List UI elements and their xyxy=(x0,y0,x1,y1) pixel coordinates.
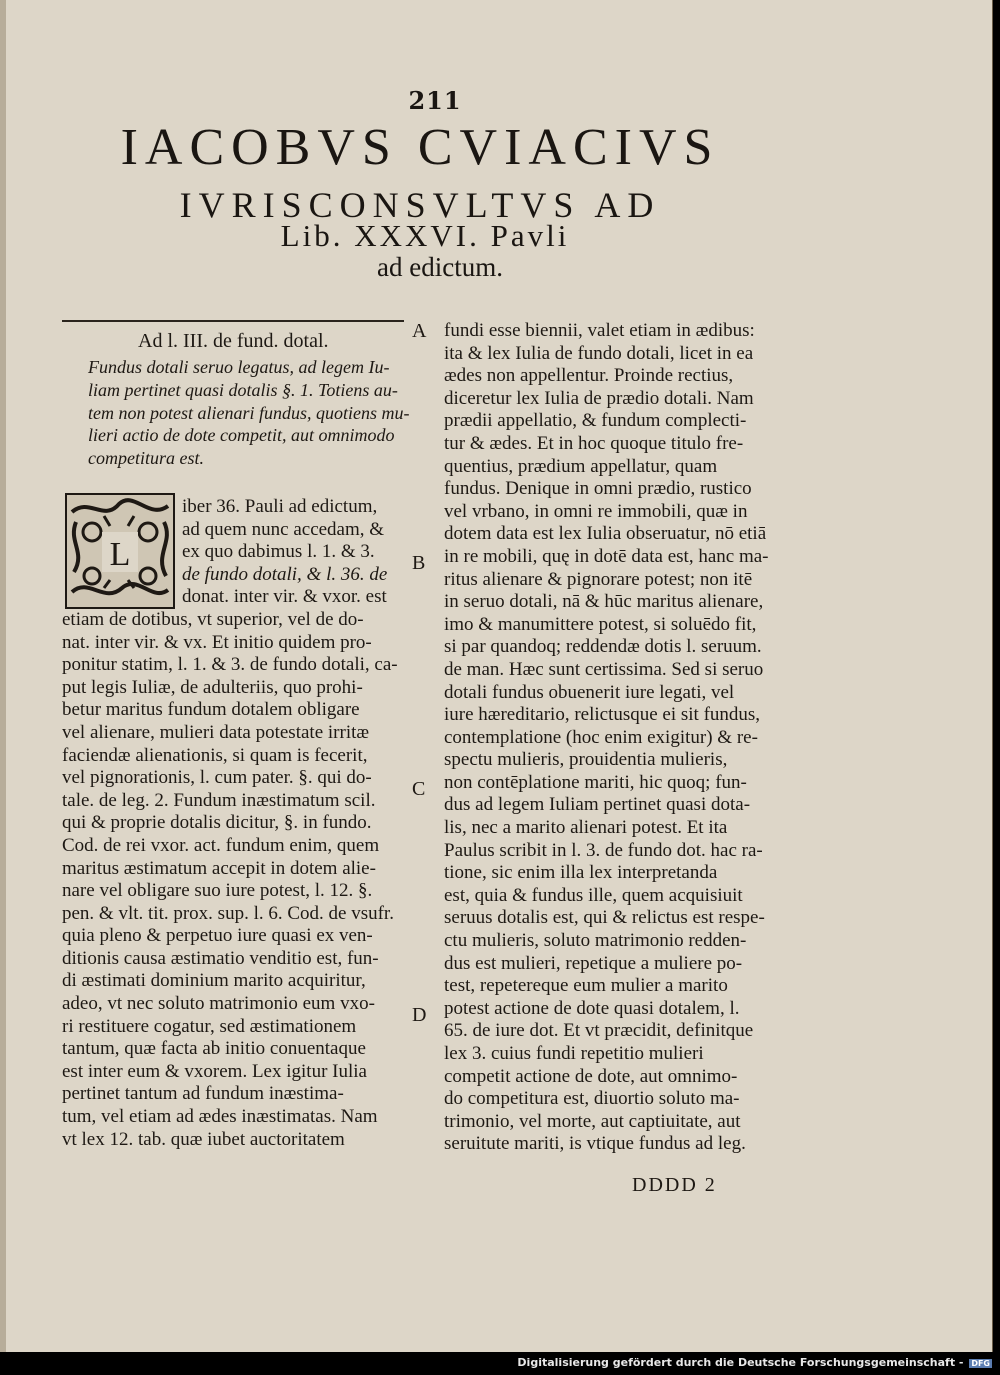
text-line: dotali fundus obuenerit iure legati, vel xyxy=(444,681,735,703)
text-line: vt lex 12. tab. quæ iubet auctoritatem xyxy=(62,1128,345,1150)
initial-letter: L xyxy=(109,536,131,573)
text-line: tione, sic enim illa lex interpretanda xyxy=(444,862,718,884)
text-line: vel alienare, mulieri data potestate irritæ xyxy=(62,721,370,743)
text-line: de man. Hæc sunt certissima. Sed si seruo xyxy=(444,658,764,680)
text-line: vel vrbano, in omni re immobili, quæ in xyxy=(444,500,748,522)
text-line: Paulus scribit in l. 3. de fundo dot. hac ra- xyxy=(444,839,763,861)
text-line: trimonio, vel morte, aut captiuitate, aut xyxy=(444,1110,741,1132)
digitization-footer xyxy=(517,1356,992,1369)
text-line: betur maritus fundum dotalem obligare xyxy=(62,699,360,721)
text-line: ditionis causa æstimatio venditio est, fun- xyxy=(62,947,379,969)
text-line: ctu mulieris, soluto matrimonio redden- xyxy=(444,930,747,952)
text-line: donat. inter vir. & vxor. est xyxy=(182,586,387,608)
text-line: vel pignorationis, l. cum pater. §. qui do- xyxy=(62,767,372,789)
text-line: ad quem nunc accedam, & xyxy=(182,518,385,540)
title-subject: ad edictum. xyxy=(377,252,503,282)
title-author: IACOBVS CVIACIVS xyxy=(120,119,720,176)
summary-line: Fundus dotali seruo legatus, ad legem Iu- xyxy=(88,357,390,377)
text-line: seruitute mariti, is vtique fundus ad leg. xyxy=(444,1133,746,1155)
page-edge xyxy=(0,0,6,1352)
text-line: dus ad legem Iuliam pertinet quasi dota- xyxy=(444,794,751,816)
text-line: imo & manumittere potest, si soluēdo fit, xyxy=(444,613,757,635)
summary-line: competitura est. xyxy=(88,448,204,469)
text-line: spectu mulieris, prouidentia mulieris, xyxy=(444,749,728,771)
text-line: potest actione de dote quasi dotalem, l. xyxy=(444,997,740,1019)
text-line: seruus dotalis est, qui & relictus est respe- xyxy=(444,907,765,929)
text-line: ponitur statim, l. 1. & 3. de fundo dotali, ca- xyxy=(62,654,398,676)
text-line: iber 36. Pauli ad edictum, xyxy=(182,496,378,517)
text-line: contemplatione (hoc enim exigitur) & re- xyxy=(444,726,758,748)
dfg-logo: DFG xyxy=(971,1358,990,1368)
text-line: maritus æstimatum accepit in dotem alie- xyxy=(62,857,376,879)
text-line: ri restituere cogatur, sed æstimationem xyxy=(62,1015,357,1037)
summary-line: liam pertinet quasi dotalis §. 1. Totiens au- xyxy=(88,379,398,400)
text-line: est inter eum & vxorem. Lex igitur Iulia xyxy=(62,1060,367,1082)
text-line: do competitura est, diuortio soluto ma- xyxy=(444,1088,740,1110)
footer-text: Digitalisierung gefördert durch die Deutsche Forschungsgemeinschaft - xyxy=(517,1356,964,1369)
title-profession: IVRISCONSVLTVS AD xyxy=(179,185,661,225)
title-book: Lib. XXXVI. Pavli xyxy=(280,218,570,253)
catchword: DDDD 2 xyxy=(632,1174,717,1196)
text-line: nat. inter vir. & vx. Et initio quidem pro- xyxy=(62,631,372,653)
text-line: non contēplatione mariti, hic quoq; fun- xyxy=(444,771,747,793)
text-line: pertinet tantum ad fundum inæstima- xyxy=(62,1083,344,1105)
text-line: de fundo dotali, & l. 36. de xyxy=(182,563,388,585)
margin-marker-a: A xyxy=(412,320,427,342)
margin-marker-d: D xyxy=(412,1004,427,1026)
text-line: ritus alienare & pignorare potest; non itē xyxy=(444,568,753,590)
text-line: in re mobili, quę in dotē data est, hanc ma- xyxy=(444,545,769,567)
text-line: tur & ædes. Et in hoc quoque titulo fre- xyxy=(444,432,744,454)
text-line: lex 3. cuius fundi repetitio mulieri xyxy=(444,1043,704,1064)
text-line: si par quandoq; reddendæ dotis l. seruum. xyxy=(444,636,762,658)
text-line: dotem data est lex Iulia obseruatur, nō etiā xyxy=(444,523,767,545)
text-line: quia pleno & perpetuo iure quasi ex ven- xyxy=(62,925,373,947)
text-line: quentius, prædium appellatur, quam xyxy=(444,455,718,477)
text-line: faciendæ alienationis, si quam is fecerit, xyxy=(62,744,368,766)
margin-marker-c: C xyxy=(412,778,426,800)
summary-line: lieri actio de dote competit, aut omnimodo xyxy=(88,425,395,446)
text-line: adeo, vt nec soluto matrimonio eum vxo- xyxy=(62,993,375,1015)
text-line: di æstimati dominium marito acquiritur, xyxy=(62,970,366,992)
text-line: test, repetereque eum mulier a marito xyxy=(444,975,728,997)
section-summary xyxy=(88,356,410,470)
text-line: qui & proprie dotalis dicitur, §. in fundo. xyxy=(62,812,372,834)
text-line: ædes non appellentur. Proinde rectius, xyxy=(444,365,734,387)
text-line: tale. de leg. 2. Fundum inæstimatum scil. xyxy=(62,789,376,811)
text-line: fundus. Denique in omni prædio, rustico xyxy=(444,478,752,500)
right-column xyxy=(444,320,788,1156)
text-line: dus est mulieri, repetique a muliere po- xyxy=(444,952,743,974)
text-line: Cod. de rei vxor. act. fundum enim, quem xyxy=(62,834,380,856)
text-line: diceretur lex Iulia de prædio dotali. Nam xyxy=(444,387,754,409)
text-line: lis, nec a marito alienari potest. Et ita xyxy=(444,817,728,839)
text-line: pen. & vlt. tit. prox. sup. l. 6. Cod. de vsufr. xyxy=(62,902,394,924)
text-line: tum, vel etiam ad ædes inæstimatas. Nam xyxy=(62,1106,378,1128)
text-line: tantum, quæ facta ab initio conuentaque xyxy=(62,1038,366,1060)
text-line: ex quo dabimus l. 1. & 3. xyxy=(182,541,375,563)
text-line: prædii appellatio, & fundum complecti- xyxy=(444,410,747,432)
text-line: etiam de dotibus, vt superior, vel de do- xyxy=(62,608,364,630)
section-heading: Ad l. III. de fund. dotal. xyxy=(138,330,329,352)
text-line: ita & lex Iulia de fundo dotali, licet in ea xyxy=(444,342,754,364)
left-column xyxy=(62,496,408,1151)
text-line: est, quia & fundus ille, quem acquisiuit xyxy=(444,884,743,906)
section-rule xyxy=(62,320,404,322)
text-line: competit actione de dote, aut omnimo- xyxy=(444,1065,738,1087)
text-line: nare vel obligare suo iure potest, l. 12. §. xyxy=(62,880,373,902)
text-line: in seruo dotali, nā & hūc maritus alienare, xyxy=(444,591,764,613)
text-line: fundi esse biennii, valet etiam in ædibus: xyxy=(444,320,755,341)
text-line: put legis Iuliæ, de adulteriis, quo prohi- xyxy=(62,676,363,698)
text-line: 65. de iure dot. Et vt præcidit, definitque xyxy=(444,1020,754,1042)
text-line: iure hæreditario, relictusque ei sit fundus, xyxy=(444,704,761,726)
summary-line: tem non potest alienari fundus, quotiens mu- xyxy=(88,402,410,423)
page-number: 211 xyxy=(408,86,462,115)
margin-marker-b: B xyxy=(412,552,426,574)
